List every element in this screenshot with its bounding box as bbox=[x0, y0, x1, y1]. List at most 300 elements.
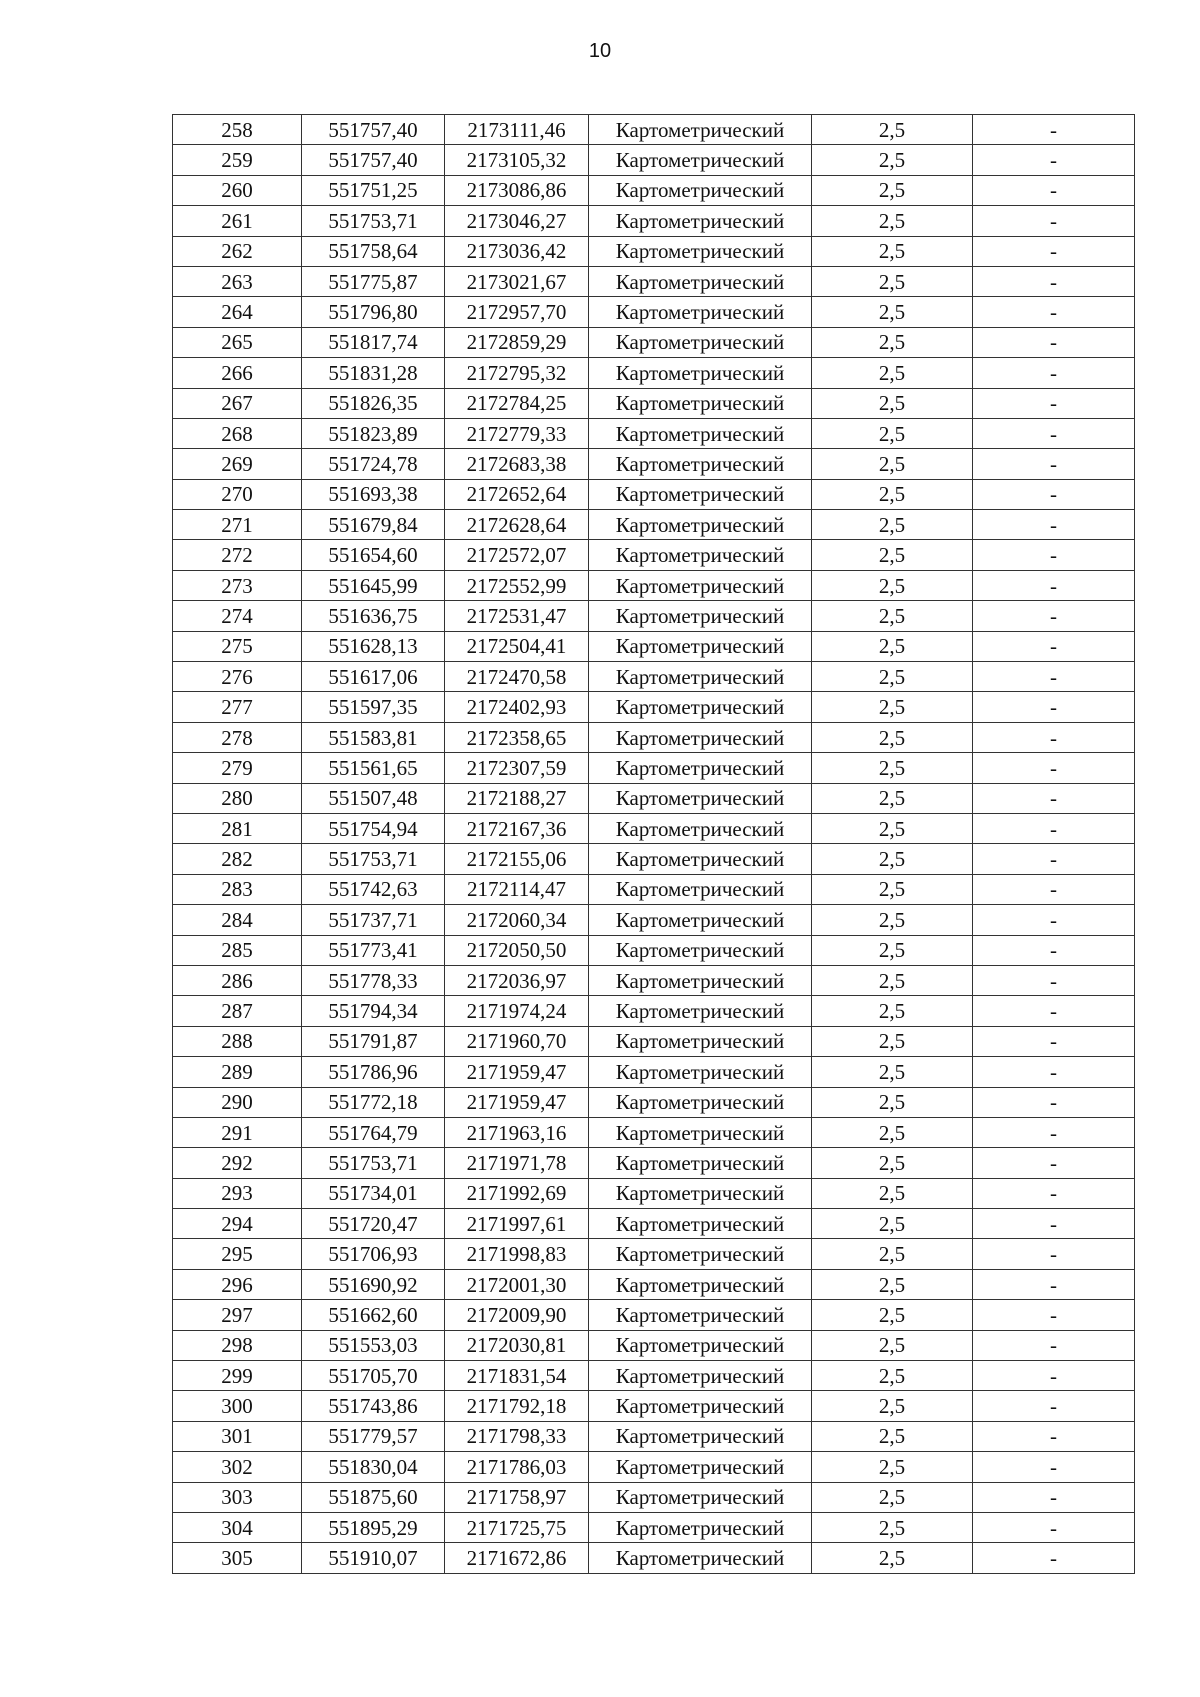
x-coordinate-cell: 551737,71 bbox=[302, 905, 445, 935]
accuracy-cell: 2,5 bbox=[812, 206, 973, 236]
y-coordinate-cell: 2172504,41 bbox=[445, 631, 589, 661]
accuracy-cell: 2,5 bbox=[812, 145, 973, 175]
accuracy-cell: 2,5 bbox=[812, 388, 973, 418]
table-row bbox=[173, 570, 1135, 600]
table-row bbox=[173, 935, 1135, 965]
accuracy-cell: 2,5 bbox=[812, 1361, 973, 1391]
y-coordinate-cell: 2171758,97 bbox=[445, 1482, 589, 1512]
y-coordinate-cell: 2172957,70 bbox=[445, 297, 589, 327]
y-coordinate-cell: 2172784,25 bbox=[445, 388, 589, 418]
point-number-cell: 260 bbox=[173, 175, 302, 205]
method-cell: Картометрический bbox=[589, 418, 812, 448]
accuracy-cell: 2,5 bbox=[812, 813, 973, 843]
table-row bbox=[173, 1057, 1135, 1087]
point-number-cell: 288 bbox=[173, 1026, 302, 1056]
method-cell: Картометрический bbox=[589, 145, 812, 175]
method-cell: Картометрический bbox=[589, 753, 812, 783]
point-number-cell: 278 bbox=[173, 722, 302, 752]
x-coordinate-cell: 551751,25 bbox=[302, 175, 445, 205]
method-cell: Картометрический bbox=[589, 570, 812, 600]
point-number-cell: 273 bbox=[173, 570, 302, 600]
description-cell: - bbox=[973, 631, 1135, 661]
point-number-cell: 298 bbox=[173, 1330, 302, 1360]
y-coordinate-cell: 2171992,69 bbox=[445, 1178, 589, 1208]
table-row bbox=[173, 479, 1135, 509]
point-number-cell: 304 bbox=[173, 1512, 302, 1542]
point-number-cell: 287 bbox=[173, 996, 302, 1026]
table-row bbox=[173, 1209, 1135, 1239]
description-cell: - bbox=[973, 662, 1135, 692]
x-coordinate-cell: 551597,35 bbox=[302, 692, 445, 722]
point-number-cell: 289 bbox=[173, 1057, 302, 1087]
accuracy-cell: 2,5 bbox=[812, 1300, 973, 1330]
accuracy-cell: 2,5 bbox=[812, 996, 973, 1026]
method-cell: Картометрический bbox=[589, 1026, 812, 1056]
description-cell: - bbox=[973, 722, 1135, 752]
accuracy-cell: 2,5 bbox=[812, 479, 973, 509]
method-cell: Картометрический bbox=[589, 479, 812, 509]
method-cell: Картометрический bbox=[589, 449, 812, 479]
x-coordinate-cell: 551775,87 bbox=[302, 266, 445, 296]
description-cell: - bbox=[973, 601, 1135, 631]
description-cell: - bbox=[973, 175, 1135, 205]
accuracy-cell: 2,5 bbox=[812, 783, 973, 813]
y-coordinate-cell: 2172402,93 bbox=[445, 692, 589, 722]
x-coordinate-cell: 551706,93 bbox=[302, 1239, 445, 1269]
y-coordinate-cell: 2172036,97 bbox=[445, 965, 589, 995]
method-cell: Картометрический bbox=[589, 1209, 812, 1239]
x-coordinate-cell: 551772,18 bbox=[302, 1087, 445, 1117]
y-coordinate-cell: 2173086,86 bbox=[445, 175, 589, 205]
point-number-cell: 277 bbox=[173, 692, 302, 722]
table-row bbox=[173, 1452, 1135, 1482]
y-coordinate-cell: 2171798,33 bbox=[445, 1421, 589, 1451]
description-cell: - bbox=[973, 236, 1135, 266]
point-number-cell: 302 bbox=[173, 1452, 302, 1482]
point-number-cell: 291 bbox=[173, 1117, 302, 1147]
method-cell: Картометрический bbox=[589, 1543, 812, 1573]
table-row bbox=[173, 722, 1135, 752]
point-number-cell: 294 bbox=[173, 1209, 302, 1239]
x-coordinate-cell: 551773,41 bbox=[302, 935, 445, 965]
accuracy-cell: 2,5 bbox=[812, 722, 973, 752]
x-coordinate-cell: 551654,60 bbox=[302, 540, 445, 570]
table-row bbox=[173, 1361, 1135, 1391]
method-cell: Картометрический bbox=[589, 1057, 812, 1087]
x-coordinate-cell: 551786,96 bbox=[302, 1057, 445, 1087]
x-coordinate-cell: 551561,65 bbox=[302, 753, 445, 783]
y-coordinate-cell: 2172358,65 bbox=[445, 722, 589, 752]
y-coordinate-cell: 2172050,50 bbox=[445, 935, 589, 965]
description-cell: - bbox=[973, 510, 1135, 540]
point-number-cell: 303 bbox=[173, 1482, 302, 1512]
point-number-cell: 270 bbox=[173, 479, 302, 509]
x-coordinate-cell: 551757,40 bbox=[302, 115, 445, 145]
table-row bbox=[173, 1087, 1135, 1117]
method-cell: Картометрический bbox=[589, 1391, 812, 1421]
point-number-cell: 292 bbox=[173, 1148, 302, 1178]
table-row bbox=[173, 1178, 1135, 1208]
description-cell: - bbox=[973, 1087, 1135, 1117]
accuracy-cell: 2,5 bbox=[812, 115, 973, 145]
accuracy-cell: 2,5 bbox=[812, 266, 973, 296]
accuracy-cell: 2,5 bbox=[812, 1026, 973, 1056]
accuracy-cell: 2,5 bbox=[812, 327, 973, 357]
accuracy-cell: 2,5 bbox=[812, 175, 973, 205]
table-row bbox=[173, 266, 1135, 296]
description-cell: - bbox=[973, 753, 1135, 783]
method-cell: Картометрический bbox=[589, 236, 812, 266]
point-number-cell: 266 bbox=[173, 358, 302, 388]
x-coordinate-cell: 551764,79 bbox=[302, 1117, 445, 1147]
accuracy-cell: 2,5 bbox=[812, 1239, 973, 1269]
x-coordinate-cell: 551507,48 bbox=[302, 783, 445, 813]
point-number-cell: 262 bbox=[173, 236, 302, 266]
method-cell: Картометрический bbox=[589, 510, 812, 540]
y-coordinate-cell: 2173046,27 bbox=[445, 206, 589, 236]
description-cell: - bbox=[973, 206, 1135, 236]
point-number-cell: 261 bbox=[173, 206, 302, 236]
method-cell: Картометрический bbox=[589, 1087, 812, 1117]
point-number-cell: 293 bbox=[173, 1178, 302, 1208]
x-coordinate-cell: 551753,71 bbox=[302, 206, 445, 236]
table-row bbox=[173, 1330, 1135, 1360]
point-number-cell: 281 bbox=[173, 813, 302, 843]
accuracy-cell: 2,5 bbox=[812, 449, 973, 479]
y-coordinate-cell: 2172167,36 bbox=[445, 813, 589, 843]
table-row bbox=[173, 1269, 1135, 1299]
accuracy-cell: 2,5 bbox=[812, 874, 973, 904]
x-coordinate-cell: 551753,71 bbox=[302, 844, 445, 874]
method-cell: Картометрический bbox=[589, 358, 812, 388]
accuracy-cell: 2,5 bbox=[812, 1391, 973, 1421]
description-cell: - bbox=[973, 449, 1135, 479]
x-coordinate-cell: 551679,84 bbox=[302, 510, 445, 540]
point-number-cell: 269 bbox=[173, 449, 302, 479]
point-number-cell: 284 bbox=[173, 905, 302, 935]
method-cell: Картометрический bbox=[589, 1239, 812, 1269]
point-number-cell: 276 bbox=[173, 662, 302, 692]
point-number-cell: 267 bbox=[173, 388, 302, 418]
y-coordinate-cell: 2171792,18 bbox=[445, 1391, 589, 1421]
method-cell: Картометрический bbox=[589, 1148, 812, 1178]
accuracy-cell: 2,5 bbox=[812, 662, 973, 692]
description-cell: - bbox=[973, 783, 1135, 813]
description-cell: - bbox=[973, 1482, 1135, 1512]
table-row bbox=[173, 1391, 1135, 1421]
y-coordinate-cell: 2173021,67 bbox=[445, 266, 589, 296]
description-cell: - bbox=[973, 1330, 1135, 1360]
accuracy-cell: 2,5 bbox=[812, 692, 973, 722]
table-row bbox=[173, 1543, 1135, 1573]
description-cell: - bbox=[973, 874, 1135, 904]
x-coordinate-cell: 551753,71 bbox=[302, 1148, 445, 1178]
x-coordinate-cell: 551583,81 bbox=[302, 722, 445, 752]
point-number-cell: 272 bbox=[173, 540, 302, 570]
method-cell: Картометрический bbox=[589, 1452, 812, 1482]
x-coordinate-cell: 551636,75 bbox=[302, 601, 445, 631]
point-number-cell: 280 bbox=[173, 783, 302, 813]
accuracy-cell: 2,5 bbox=[812, 540, 973, 570]
accuracy-cell: 2,5 bbox=[812, 1209, 973, 1239]
accuracy-cell: 2,5 bbox=[812, 1057, 973, 1087]
y-coordinate-cell: 2172001,30 bbox=[445, 1269, 589, 1299]
accuracy-cell: 2,5 bbox=[812, 965, 973, 995]
description-cell: - bbox=[973, 1117, 1135, 1147]
point-number-cell: 275 bbox=[173, 631, 302, 661]
accuracy-cell: 2,5 bbox=[812, 1543, 973, 1573]
x-coordinate-cell: 551720,47 bbox=[302, 1209, 445, 1239]
y-coordinate-cell: 2171959,47 bbox=[445, 1057, 589, 1087]
method-cell: Картометрический bbox=[589, 115, 812, 145]
x-coordinate-cell: 551628,13 bbox=[302, 631, 445, 661]
description-cell: - bbox=[973, 570, 1135, 600]
point-number-cell: 297 bbox=[173, 1300, 302, 1330]
point-number-cell: 265 bbox=[173, 327, 302, 357]
description-cell: - bbox=[973, 1178, 1135, 1208]
x-coordinate-cell: 551791,87 bbox=[302, 1026, 445, 1056]
description-cell: - bbox=[973, 1026, 1135, 1056]
accuracy-cell: 2,5 bbox=[812, 601, 973, 631]
y-coordinate-cell: 2171974,24 bbox=[445, 996, 589, 1026]
method-cell: Картометрический bbox=[589, 1300, 812, 1330]
y-coordinate-cell: 2172030,81 bbox=[445, 1330, 589, 1360]
accuracy-cell: 2,5 bbox=[812, 1452, 973, 1482]
point-number-cell: 263 bbox=[173, 266, 302, 296]
x-coordinate-cell: 551743,86 bbox=[302, 1391, 445, 1421]
description-cell: - bbox=[973, 1512, 1135, 1542]
y-coordinate-cell: 2172779,33 bbox=[445, 418, 589, 448]
method-cell: Картометрический bbox=[589, 905, 812, 935]
accuracy-cell: 2,5 bbox=[812, 1178, 973, 1208]
x-coordinate-cell: 551693,38 bbox=[302, 479, 445, 509]
description-cell: - bbox=[973, 388, 1135, 418]
y-coordinate-cell: 2173036,42 bbox=[445, 236, 589, 266]
y-coordinate-cell: 2171963,16 bbox=[445, 1117, 589, 1147]
x-coordinate-cell: 551778,33 bbox=[302, 965, 445, 995]
table-row bbox=[173, 206, 1135, 236]
table-row bbox=[173, 844, 1135, 874]
x-coordinate-cell: 551662,60 bbox=[302, 1300, 445, 1330]
x-coordinate-cell: 551645,99 bbox=[302, 570, 445, 600]
method-cell: Картометрический bbox=[589, 266, 812, 296]
point-number-cell: 258 bbox=[173, 115, 302, 145]
accuracy-cell: 2,5 bbox=[812, 1512, 973, 1542]
point-number-cell: 296 bbox=[173, 1269, 302, 1299]
method-cell: Картометрический bbox=[589, 1512, 812, 1542]
table-row bbox=[173, 1239, 1135, 1269]
description-cell: - bbox=[973, 1148, 1135, 1178]
method-cell: Картометрический bbox=[589, 722, 812, 752]
y-coordinate-cell: 2172307,59 bbox=[445, 753, 589, 783]
coordinates-table bbox=[172, 114, 1135, 1574]
table-row bbox=[173, 1148, 1135, 1178]
y-coordinate-cell: 2171997,61 bbox=[445, 1209, 589, 1239]
point-number-cell: 268 bbox=[173, 418, 302, 448]
y-coordinate-cell: 2171831,54 bbox=[445, 1361, 589, 1391]
point-number-cell: 305 bbox=[173, 1543, 302, 1573]
table-row bbox=[173, 996, 1135, 1026]
x-coordinate-cell: 551817,74 bbox=[302, 327, 445, 357]
description-cell: - bbox=[973, 905, 1135, 935]
y-coordinate-cell: 2172188,27 bbox=[445, 783, 589, 813]
accuracy-cell: 2,5 bbox=[812, 1269, 973, 1299]
description-cell: - bbox=[973, 1209, 1135, 1239]
point-number-cell: 285 bbox=[173, 935, 302, 965]
method-cell: Картометрический bbox=[589, 813, 812, 843]
table-row bbox=[173, 115, 1135, 145]
point-number-cell: 300 bbox=[173, 1391, 302, 1421]
accuracy-cell: 2,5 bbox=[812, 631, 973, 661]
method-cell: Картометрический bbox=[589, 1482, 812, 1512]
table-row bbox=[173, 1421, 1135, 1451]
table-row bbox=[173, 1512, 1135, 1542]
description-cell: - bbox=[973, 1057, 1135, 1087]
method-cell: Картометрический bbox=[589, 874, 812, 904]
point-number-cell: 283 bbox=[173, 874, 302, 904]
description-cell: - bbox=[973, 813, 1135, 843]
table-row bbox=[173, 297, 1135, 327]
x-coordinate-cell: 551796,80 bbox=[302, 297, 445, 327]
x-coordinate-cell: 551831,28 bbox=[302, 358, 445, 388]
x-coordinate-cell: 551823,89 bbox=[302, 418, 445, 448]
method-cell: Картометрический bbox=[589, 327, 812, 357]
method-cell: Картометрический bbox=[589, 297, 812, 327]
description-cell: - bbox=[973, 692, 1135, 722]
table-row bbox=[173, 813, 1135, 843]
table-row bbox=[173, 692, 1135, 722]
method-cell: Картометрический bbox=[589, 1117, 812, 1147]
accuracy-cell: 2,5 bbox=[812, 1117, 973, 1147]
description-cell: - bbox=[973, 1421, 1135, 1451]
method-cell: Картометрический bbox=[589, 844, 812, 874]
x-coordinate-cell: 551794,34 bbox=[302, 996, 445, 1026]
accuracy-cell: 2,5 bbox=[812, 358, 973, 388]
accuracy-cell: 2,5 bbox=[812, 753, 973, 783]
method-cell: Картометрический bbox=[589, 662, 812, 692]
description-cell: - bbox=[973, 327, 1135, 357]
y-coordinate-cell: 2172470,58 bbox=[445, 662, 589, 692]
x-coordinate-cell: 551690,92 bbox=[302, 1269, 445, 1299]
method-cell: Картометрический bbox=[589, 601, 812, 631]
method-cell: Картометрический bbox=[589, 206, 812, 236]
accuracy-cell: 2,5 bbox=[812, 905, 973, 935]
x-coordinate-cell: 551830,04 bbox=[302, 1452, 445, 1482]
method-cell: Картометрический bbox=[589, 965, 812, 995]
method-cell: Картометрический bbox=[589, 1269, 812, 1299]
table-row bbox=[173, 965, 1135, 995]
y-coordinate-cell: 2172552,99 bbox=[445, 570, 589, 600]
table-row bbox=[173, 388, 1135, 418]
accuracy-cell: 2,5 bbox=[812, 236, 973, 266]
table-row bbox=[173, 1026, 1135, 1056]
table-row bbox=[173, 753, 1135, 783]
description-cell: - bbox=[973, 540, 1135, 570]
table-row bbox=[173, 1482, 1135, 1512]
table-row bbox=[173, 905, 1135, 935]
method-cell: Картометрический bbox=[589, 1330, 812, 1360]
accuracy-cell: 2,5 bbox=[812, 570, 973, 600]
description-cell: - bbox=[973, 1543, 1135, 1573]
table-row bbox=[173, 1300, 1135, 1330]
description-cell: - bbox=[973, 115, 1135, 145]
table-row bbox=[173, 662, 1135, 692]
description-cell: - bbox=[973, 297, 1135, 327]
table-row bbox=[173, 874, 1135, 904]
point-number-cell: 274 bbox=[173, 601, 302, 631]
x-coordinate-cell: 551757,40 bbox=[302, 145, 445, 175]
description-cell: - bbox=[973, 1269, 1135, 1299]
y-coordinate-cell: 2172652,64 bbox=[445, 479, 589, 509]
accuracy-cell: 2,5 bbox=[812, 418, 973, 448]
y-coordinate-cell: 2171672,86 bbox=[445, 1543, 589, 1573]
x-coordinate-cell: 551553,03 bbox=[302, 1330, 445, 1360]
x-coordinate-cell: 551779,57 bbox=[302, 1421, 445, 1451]
description-cell: - bbox=[973, 1239, 1135, 1269]
description-cell: - bbox=[973, 1361, 1135, 1391]
y-coordinate-cell: 2172060,34 bbox=[445, 905, 589, 935]
description-cell: - bbox=[973, 145, 1135, 175]
x-coordinate-cell: 551734,01 bbox=[302, 1178, 445, 1208]
y-coordinate-cell: 2172859,29 bbox=[445, 327, 589, 357]
point-number-cell: 286 bbox=[173, 965, 302, 995]
y-coordinate-cell: 2172114,47 bbox=[445, 874, 589, 904]
description-cell: - bbox=[973, 1391, 1135, 1421]
y-coordinate-cell: 2173111,46 bbox=[445, 115, 589, 145]
y-coordinate-cell: 2171786,03 bbox=[445, 1452, 589, 1482]
method-cell: Картометрический bbox=[589, 692, 812, 722]
x-coordinate-cell: 551826,35 bbox=[302, 388, 445, 418]
y-coordinate-cell: 2172683,38 bbox=[445, 449, 589, 479]
table-row bbox=[173, 1117, 1135, 1147]
table-row bbox=[173, 783, 1135, 813]
table-row bbox=[173, 358, 1135, 388]
x-coordinate-cell: 551895,29 bbox=[302, 1512, 445, 1542]
description-cell: - bbox=[973, 1300, 1135, 1330]
point-number-cell: 290 bbox=[173, 1087, 302, 1117]
y-coordinate-cell: 2171725,75 bbox=[445, 1512, 589, 1542]
point-number-cell: 264 bbox=[173, 297, 302, 327]
description-cell: - bbox=[973, 479, 1135, 509]
method-cell: Картометрический bbox=[589, 175, 812, 205]
method-cell: Картометрический bbox=[589, 1421, 812, 1451]
table-row bbox=[173, 327, 1135, 357]
description-cell: - bbox=[973, 844, 1135, 874]
y-coordinate-cell: 2171960,70 bbox=[445, 1026, 589, 1056]
x-coordinate-cell: 551910,07 bbox=[302, 1543, 445, 1573]
table-row bbox=[173, 175, 1135, 205]
method-cell: Картометрический bbox=[589, 388, 812, 418]
description-cell: - bbox=[973, 358, 1135, 388]
description-cell: - bbox=[973, 1452, 1135, 1482]
table-row bbox=[173, 145, 1135, 175]
y-coordinate-cell: 2173105,32 bbox=[445, 145, 589, 175]
table-row bbox=[173, 418, 1135, 448]
y-coordinate-cell: 2172628,64 bbox=[445, 510, 589, 540]
description-cell: - bbox=[973, 965, 1135, 995]
y-coordinate-cell: 2171959,47 bbox=[445, 1087, 589, 1117]
accuracy-cell: 2,5 bbox=[812, 844, 973, 874]
accuracy-cell: 2,5 bbox=[812, 297, 973, 327]
description-cell: - bbox=[973, 935, 1135, 965]
method-cell: Картометрический bbox=[589, 1361, 812, 1391]
point-number-cell: 259 bbox=[173, 145, 302, 175]
accuracy-cell: 2,5 bbox=[812, 510, 973, 540]
x-coordinate-cell: 551875,60 bbox=[302, 1482, 445, 1512]
point-number-cell: 295 bbox=[173, 1239, 302, 1269]
method-cell: Картометрический bbox=[589, 935, 812, 965]
accuracy-cell: 2,5 bbox=[812, 1330, 973, 1360]
